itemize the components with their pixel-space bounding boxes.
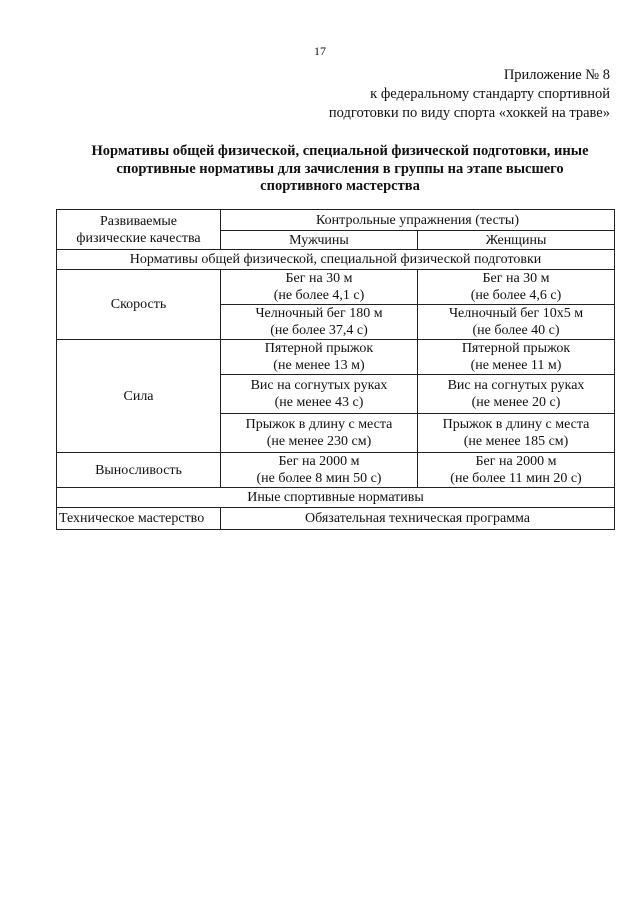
exercise-name: Бег на 30 м (482, 271, 550, 286)
section-row (57, 250, 615, 270)
cell-women (418, 340, 615, 375)
exercise-name: Вис на согнутых руках (250, 378, 388, 393)
norms-table (56, 209, 615, 530)
appendix-line-2: к федеральному стандарту спортивной (370, 86, 610, 102)
exercise-name: Пятерной прыжок (461, 341, 571, 356)
exercise-norm: (не менее 185 см) (463, 434, 569, 449)
table-row (57, 508, 615, 530)
exercise-norm: (не более 37,4 с) (270, 323, 368, 338)
exercise-name: Бег на 2000 м (278, 454, 360, 469)
exercise-name: Вис на согнутых руках (447, 378, 585, 393)
cell-men (221, 375, 418, 414)
header-qualities-line-1: Развиваемые (100, 213, 177, 229)
cell-men (221, 270, 418, 305)
cell-women (418, 453, 615, 488)
exercise-norm: (не более 4,6 с) (470, 288, 562, 303)
cell-men (221, 453, 418, 488)
exercise-norm: (не менее 43 с) (274, 395, 364, 410)
technical-program: Обязательная техническая программа (221, 508, 615, 530)
exercise-name: Бег на 30 м (285, 271, 353, 286)
cell-men (221, 340, 418, 375)
quality-endurance: Выносливость (57, 453, 221, 488)
section-row (57, 488, 615, 508)
document-title (60, 143, 620, 196)
table-row (57, 270, 615, 305)
appendix-line-1: Приложение № 8 (503, 67, 610, 83)
exercise-norm: (не более 4,1 с) (273, 288, 365, 303)
exercise-name: Бег на 2000 м (475, 454, 557, 469)
section-other-norms: Иные спортивные нормативы (57, 488, 615, 508)
header-qualities-line-2: физические качества (76, 230, 201, 246)
table-row (57, 340, 615, 375)
exercise-norm: (не более 40 с) (472, 323, 560, 338)
table-row (57, 453, 615, 488)
exercise-norm: (не более 11 мин 20 с) (450, 471, 582, 486)
exercise-norm: (не менее 13 м) (273, 358, 365, 373)
exercise-name: Пятерной прыжок (264, 341, 374, 356)
cell-men (221, 305, 418, 340)
cell-women (418, 414, 615, 453)
title-line-2: спортивные нормативы для зачисления в группы на этапе высшего (116, 160, 564, 177)
exercise-name: Челночный бег 180 м (255, 306, 383, 321)
cell-women (418, 270, 615, 305)
cell-women (418, 375, 615, 414)
appendix-block (290, 66, 610, 123)
appendix-line-3: подготовки по виду спорта «хоккей на траве» (328, 105, 610, 121)
quality-strength: Сила (57, 340, 221, 453)
header-qualities (57, 210, 221, 250)
exercise-name: Прыжок в длину с места (442, 417, 590, 432)
exercise-norm: (не менее 20 с) (471, 395, 561, 410)
exercise-name: Прыжок в длину с места (245, 417, 393, 432)
header-men: Мужчины (221, 231, 418, 250)
exercise-name: Челночный бег 10х5 м (448, 306, 584, 321)
header-women: Женщины (418, 231, 615, 250)
header-row (57, 210, 615, 231)
cell-women (418, 305, 615, 340)
exercise-norm: (не менее 11 м) (470, 358, 562, 373)
section-general-norms: Нормативы общей физической, специальной физической подготовки (57, 250, 615, 270)
quality-technical: Техническое мастерство (57, 508, 221, 530)
page-number: 17 (314, 44, 326, 58)
cell-men (221, 414, 418, 453)
title-line-3: спортивного мастерства (260, 178, 420, 194)
exercise-norm: (не менее 230 см) (266, 434, 372, 449)
title-line-1: Нормативы общей физической, специальной физической подготовки, иные (91, 143, 589, 159)
header-tests: Контрольные упражнения (тесты) (221, 210, 615, 231)
quality-speed: Скорость (57, 270, 221, 340)
exercise-norm: (не более 8 мин 50 с) (256, 471, 382, 486)
